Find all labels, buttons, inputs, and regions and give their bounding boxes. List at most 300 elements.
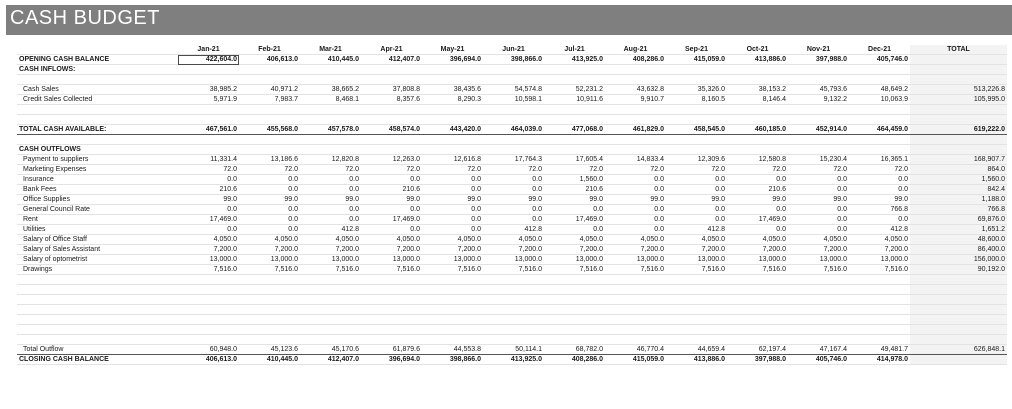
value-cell[interactable]: 5,971.9 bbox=[178, 95, 239, 105]
value-cell[interactable]: 0.0 bbox=[239, 175, 300, 185]
value-cell[interactable]: 458,574.0 bbox=[361, 125, 422, 135]
value-cell[interactable]: 99.0 bbox=[849, 195, 910, 205]
empty-cell[interactable] bbox=[178, 105, 239, 115]
empty-cell[interactable] bbox=[788, 285, 849, 295]
value-cell[interactable]: 7,516.0 bbox=[178, 265, 239, 275]
value-cell[interactable]: 0.0 bbox=[300, 215, 361, 225]
value-cell[interactable]: 62,197.4 bbox=[727, 345, 788, 355]
empty-cell[interactable] bbox=[910, 315, 1007, 325]
value-cell[interactable]: 68,782.0 bbox=[544, 345, 605, 355]
empty-cell[interactable] bbox=[422, 295, 483, 305]
total-cell[interactable]: 86,400.0 bbox=[910, 245, 1007, 255]
empty-cell[interactable] bbox=[666, 295, 727, 305]
empty-cell[interactable] bbox=[361, 75, 422, 85]
value-cell[interactable]: 0.0 bbox=[544, 225, 605, 235]
value-cell[interactable]: 4,050.0 bbox=[422, 235, 483, 245]
value-cell[interactable]: 0.0 bbox=[666, 185, 727, 195]
empty-cell[interactable] bbox=[544, 295, 605, 305]
total-cell[interactable]: 90,192.0 bbox=[910, 265, 1007, 275]
value-cell[interactable]: 766.8 bbox=[849, 205, 910, 215]
empty-cell[interactable] bbox=[361, 335, 422, 345]
value-cell[interactable]: 99.0 bbox=[727, 195, 788, 205]
total-cell[interactable]: 156,000.0 bbox=[910, 255, 1007, 265]
empty-cell[interactable] bbox=[910, 335, 1007, 345]
value-cell[interactable]: 7,516.0 bbox=[239, 265, 300, 275]
value-cell[interactable]: 461,829.0 bbox=[605, 125, 666, 135]
empty-cell[interactable] bbox=[361, 275, 422, 285]
value-cell[interactable]: 0.0 bbox=[178, 175, 239, 185]
value-cell[interactable]: 0.0 bbox=[849, 175, 910, 185]
value-cell[interactable]: 17,764.3 bbox=[483, 155, 544, 165]
empty-cell[interactable] bbox=[849, 305, 910, 315]
empty-cell[interactable] bbox=[239, 295, 300, 305]
empty-cell[interactable] bbox=[727, 135, 788, 145]
value-cell[interactable]: 0.0 bbox=[361, 175, 422, 185]
value-cell[interactable]: 0.0 bbox=[300, 175, 361, 185]
empty-cell[interactable] bbox=[361, 285, 422, 295]
empty-cell[interactable] bbox=[727, 325, 788, 335]
value-cell[interactable]: 452,914.0 bbox=[788, 125, 849, 135]
empty-cell[interactable] bbox=[849, 315, 910, 325]
total-cell[interactable]: 626,848.1 bbox=[910, 345, 1007, 355]
value-cell[interactable]: 17,469.0 bbox=[361, 215, 422, 225]
value-cell[interactable]: 7,516.0 bbox=[544, 265, 605, 275]
value-cell[interactable]: 4,050.0 bbox=[788, 235, 849, 245]
empty-cell[interactable] bbox=[605, 115, 666, 125]
empty-cell[interactable] bbox=[239, 75, 300, 85]
empty-cell[interactable] bbox=[300, 335, 361, 345]
value-cell[interactable]: 455,568.0 bbox=[239, 125, 300, 135]
value-cell[interactable]: 0.0 bbox=[788, 175, 849, 185]
empty-cell[interactable] bbox=[910, 75, 1007, 85]
empty-cell[interactable] bbox=[300, 65, 361, 75]
empty-cell[interactable] bbox=[17, 295, 178, 305]
value-cell[interactable]: 396,694.0 bbox=[422, 55, 483, 65]
empty-cell[interactable] bbox=[239, 325, 300, 335]
value-cell[interactable]: 13,000.0 bbox=[544, 255, 605, 265]
value-cell[interactable]: 14,833.4 bbox=[605, 155, 666, 165]
value-cell[interactable]: 44,553.8 bbox=[422, 345, 483, 355]
empty-cell[interactable] bbox=[239, 105, 300, 115]
value-cell[interactable]: 12,309.6 bbox=[666, 155, 727, 165]
empty-cell[interactable] bbox=[727, 295, 788, 305]
value-cell[interactable]: 412.8 bbox=[666, 225, 727, 235]
empty-cell[interactable] bbox=[666, 285, 727, 295]
value-cell[interactable]: 415,059.0 bbox=[666, 55, 727, 65]
value-cell[interactable]: 13,000.0 bbox=[239, 255, 300, 265]
value-cell[interactable]: 4,050.0 bbox=[483, 235, 544, 245]
value-cell[interactable]: 0.0 bbox=[422, 225, 483, 235]
value-cell[interactable]: 9,132.2 bbox=[788, 95, 849, 105]
empty-cell[interactable] bbox=[910, 285, 1007, 295]
empty-cell[interactable] bbox=[483, 135, 544, 145]
empty-cell[interactable] bbox=[605, 75, 666, 85]
value-cell[interactable]: 4,050.0 bbox=[300, 235, 361, 245]
value-cell[interactable]: 8,357.6 bbox=[361, 95, 422, 105]
empty-cell[interactable] bbox=[361, 105, 422, 115]
empty-cell[interactable] bbox=[178, 75, 239, 85]
value-cell[interactable]: 37,808.8 bbox=[361, 85, 422, 95]
value-cell[interactable]: 48,649.2 bbox=[849, 85, 910, 95]
empty-cell[interactable] bbox=[605, 135, 666, 145]
value-cell[interactable]: 40,971.2 bbox=[239, 85, 300, 95]
empty-cell[interactable] bbox=[483, 285, 544, 295]
value-cell[interactable]: 443,420.0 bbox=[422, 125, 483, 135]
empty-cell[interactable] bbox=[422, 115, 483, 125]
value-cell[interactable]: 10,911.6 bbox=[544, 95, 605, 105]
empty-cell[interactable] bbox=[239, 65, 300, 75]
empty-cell[interactable] bbox=[178, 285, 239, 295]
value-cell[interactable]: 8,160.5 bbox=[666, 95, 727, 105]
value-cell[interactable]: 406,613.0 bbox=[239, 55, 300, 65]
empty-cell[interactable] bbox=[239, 305, 300, 315]
value-cell[interactable]: 43,632.8 bbox=[605, 85, 666, 95]
empty-cell[interactable] bbox=[788, 65, 849, 75]
empty-cell[interactable] bbox=[483, 295, 544, 305]
value-cell[interactable]: 7,516.0 bbox=[788, 265, 849, 275]
value-cell[interactable]: 72.0 bbox=[727, 165, 788, 175]
value-cell[interactable]: 405,746.0 bbox=[849, 55, 910, 65]
empty-cell[interactable] bbox=[422, 135, 483, 145]
empty-cell[interactable] bbox=[666, 135, 727, 145]
value-cell[interactable]: 464,459.0 bbox=[849, 125, 910, 135]
empty-cell[interactable] bbox=[788, 295, 849, 305]
empty-cell[interactable] bbox=[239, 335, 300, 345]
value-cell[interactable]: 4,050.0 bbox=[544, 235, 605, 245]
value-cell[interactable]: 72.0 bbox=[178, 165, 239, 175]
value-cell[interactable]: 10,598.1 bbox=[483, 95, 544, 105]
value-cell[interactable]: 99.0 bbox=[178, 195, 239, 205]
value-cell[interactable]: 408,286.0 bbox=[605, 55, 666, 65]
empty-cell[interactable] bbox=[422, 285, 483, 295]
value-cell[interactable]: 12,263.0 bbox=[361, 155, 422, 165]
empty-cell[interactable] bbox=[361, 305, 422, 315]
empty-cell[interactable] bbox=[666, 105, 727, 115]
value-cell[interactable]: 99.0 bbox=[666, 195, 727, 205]
empty-cell[interactable] bbox=[239, 315, 300, 325]
value-cell[interactable]: 4,050.0 bbox=[666, 235, 727, 245]
empty-cell[interactable] bbox=[239, 135, 300, 145]
empty-cell[interactable] bbox=[17, 335, 178, 345]
empty-cell[interactable] bbox=[544, 115, 605, 125]
empty-cell[interactable] bbox=[544, 275, 605, 285]
value-cell[interactable]: 0.0 bbox=[178, 225, 239, 235]
value-cell[interactable]: 457,578.0 bbox=[300, 125, 361, 135]
value-cell[interactable]: 13,000.0 bbox=[422, 255, 483, 265]
value-cell[interactable]: 13,000.0 bbox=[361, 255, 422, 265]
empty-cell[interactable] bbox=[17, 305, 178, 315]
value-cell[interactable]: 72.0 bbox=[666, 165, 727, 175]
total-cell[interactable]: 864.0 bbox=[910, 165, 1007, 175]
value-cell[interactable]: 13,000.0 bbox=[483, 255, 544, 265]
value-cell[interactable]: 413,925.0 bbox=[544, 55, 605, 65]
empty-cell[interactable] bbox=[17, 105, 178, 115]
value-cell[interactable]: 0.0 bbox=[483, 215, 544, 225]
empty-cell[interactable] bbox=[605, 65, 666, 75]
empty-cell[interactable] bbox=[727, 65, 788, 75]
value-cell[interactable]: 9,910.7 bbox=[605, 95, 666, 105]
value-cell[interactable]: 7,200.0 bbox=[300, 245, 361, 255]
value-cell[interactable]: 7,516.0 bbox=[849, 265, 910, 275]
empty-cell[interactable] bbox=[544, 75, 605, 85]
empty-cell[interactable] bbox=[849, 295, 910, 305]
value-cell[interactable]: 61,879.6 bbox=[361, 345, 422, 355]
value-cell[interactable]: 413,925.0 bbox=[483, 355, 544, 365]
empty-cell[interactable] bbox=[727, 275, 788, 285]
empty-cell[interactable] bbox=[544, 145, 605, 155]
empty-cell[interactable] bbox=[300, 115, 361, 125]
value-cell[interactable]: 13,000.0 bbox=[727, 255, 788, 265]
value-cell[interactable]: 7,200.0 bbox=[422, 245, 483, 255]
empty-cell[interactable] bbox=[483, 75, 544, 85]
total-cell[interactable]: 619,222.0 bbox=[910, 125, 1007, 135]
value-cell[interactable]: 412.8 bbox=[483, 225, 544, 235]
value-cell[interactable]: 10,063.9 bbox=[849, 95, 910, 105]
value-cell[interactable]: 45,123.6 bbox=[239, 345, 300, 355]
empty-cell[interactable] bbox=[483, 335, 544, 345]
empty-cell[interactable] bbox=[483, 65, 544, 75]
value-cell[interactable]: 410,445.0 bbox=[300, 55, 361, 65]
value-cell[interactable]: 13,000.0 bbox=[788, 255, 849, 265]
value-cell[interactable]: 0.0 bbox=[788, 215, 849, 225]
empty-cell[interactable] bbox=[300, 305, 361, 315]
empty-cell[interactable] bbox=[605, 285, 666, 295]
value-cell[interactable]: 405,746.0 bbox=[788, 355, 849, 365]
value-cell[interactable]: 0.0 bbox=[605, 225, 666, 235]
empty-cell[interactable] bbox=[849, 335, 910, 345]
empty-cell[interactable] bbox=[788, 315, 849, 325]
total-cell[interactable]: 513,226.8 bbox=[910, 85, 1007, 95]
empty-cell[interactable] bbox=[605, 275, 666, 285]
empty-cell[interactable] bbox=[361, 295, 422, 305]
value-cell[interactable]: 7,200.0 bbox=[727, 245, 788, 255]
value-cell[interactable]: 16,365.1 bbox=[849, 155, 910, 165]
value-cell[interactable]: 7,200.0 bbox=[666, 245, 727, 255]
value-cell[interactable]: 397,988.0 bbox=[727, 355, 788, 365]
value-cell[interactable]: 35,326.0 bbox=[666, 85, 727, 95]
empty-cell[interactable] bbox=[361, 115, 422, 125]
empty-cell[interactable] bbox=[483, 145, 544, 155]
empty-cell[interactable] bbox=[239, 115, 300, 125]
value-cell[interactable]: 406,613.0 bbox=[178, 355, 239, 365]
value-cell[interactable]: 7,200.0 bbox=[239, 245, 300, 255]
value-cell[interactable]: 4,050.0 bbox=[178, 235, 239, 245]
empty-cell[interactable] bbox=[300, 145, 361, 155]
empty-cell[interactable] bbox=[361, 65, 422, 75]
value-cell[interactable]: 0.0 bbox=[788, 185, 849, 195]
empty-cell[interactable] bbox=[422, 75, 483, 85]
total-cell[interactable] bbox=[910, 55, 1007, 65]
empty-cell[interactable] bbox=[788, 275, 849, 285]
empty-cell[interactable] bbox=[605, 105, 666, 115]
value-cell[interactable]: 45,793.6 bbox=[788, 85, 849, 95]
value-cell[interactable]: 0.0 bbox=[666, 215, 727, 225]
empty-cell[interactable] bbox=[727, 335, 788, 345]
empty-cell[interactable] bbox=[300, 275, 361, 285]
total-cell[interactable]: 105,995.0 bbox=[910, 95, 1007, 105]
empty-cell[interactable] bbox=[849, 275, 910, 285]
value-cell[interactable]: 38,153.2 bbox=[727, 85, 788, 95]
empty-cell[interactable] bbox=[361, 145, 422, 155]
empty-cell[interactable] bbox=[483, 105, 544, 115]
value-cell[interactable]: 0.0 bbox=[849, 215, 910, 225]
value-cell[interactable]: 17,605.4 bbox=[544, 155, 605, 165]
empty-cell[interactable] bbox=[788, 75, 849, 85]
value-cell[interactable]: 17,469.0 bbox=[178, 215, 239, 225]
empty-cell[interactable] bbox=[178, 115, 239, 125]
empty-cell[interactable] bbox=[422, 325, 483, 335]
value-cell[interactable]: 0.0 bbox=[605, 185, 666, 195]
empty-cell[interactable] bbox=[300, 315, 361, 325]
value-cell[interactable]: 72.0 bbox=[605, 165, 666, 175]
value-cell[interactable]: 7,516.0 bbox=[483, 265, 544, 275]
empty-cell[interactable] bbox=[727, 145, 788, 155]
value-cell[interactable]: 4,050.0 bbox=[849, 235, 910, 245]
value-cell[interactable]: 12,616.8 bbox=[422, 155, 483, 165]
empty-cell[interactable] bbox=[788, 145, 849, 155]
value-cell[interactable]: 0.0 bbox=[483, 185, 544, 195]
empty-cell[interactable] bbox=[178, 325, 239, 335]
value-cell[interactable]: 38,435.6 bbox=[422, 85, 483, 95]
value-cell[interactable]: 99.0 bbox=[605, 195, 666, 205]
empty-cell[interactable] bbox=[178, 315, 239, 325]
empty-cell[interactable] bbox=[17, 315, 178, 325]
value-cell[interactable]: 0.0 bbox=[300, 185, 361, 195]
empty-cell[interactable] bbox=[422, 145, 483, 155]
empty-cell[interactable] bbox=[361, 315, 422, 325]
empty-cell[interactable] bbox=[239, 145, 300, 155]
value-cell[interactable]: 12,580.8 bbox=[727, 155, 788, 165]
value-cell[interactable]: 7,516.0 bbox=[666, 265, 727, 275]
empty-cell[interactable] bbox=[666, 305, 727, 315]
value-cell[interactable]: 99.0 bbox=[361, 195, 422, 205]
value-cell[interactable]: 7,200.0 bbox=[788, 245, 849, 255]
empty-cell[interactable] bbox=[544, 105, 605, 115]
value-cell[interactable]: 0.0 bbox=[666, 205, 727, 215]
empty-cell[interactable] bbox=[849, 135, 910, 145]
empty-cell[interactable] bbox=[788, 105, 849, 115]
value-cell[interactable]: 0.0 bbox=[727, 205, 788, 215]
empty-cell[interactable] bbox=[910, 65, 1007, 75]
value-cell[interactable]: 13,000.0 bbox=[178, 255, 239, 265]
value-cell[interactable]: 17,469.0 bbox=[544, 215, 605, 225]
empty-cell[interactable] bbox=[300, 105, 361, 115]
empty-cell[interactable] bbox=[605, 145, 666, 155]
value-cell[interactable]: 0.0 bbox=[361, 225, 422, 235]
value-cell[interactable]: 0.0 bbox=[544, 205, 605, 215]
empty-cell[interactable] bbox=[849, 285, 910, 295]
value-cell[interactable]: 413,886.0 bbox=[727, 55, 788, 65]
value-cell[interactable]: 0.0 bbox=[483, 175, 544, 185]
value-cell[interactable]: 0.0 bbox=[666, 175, 727, 185]
value-cell[interactable]: 7,200.0 bbox=[849, 245, 910, 255]
empty-cell[interactable] bbox=[788, 115, 849, 125]
value-cell[interactable]: 99.0 bbox=[483, 195, 544, 205]
value-cell[interactable]: 412,407.0 bbox=[300, 355, 361, 365]
empty-cell[interactable] bbox=[422, 65, 483, 75]
empty-cell[interactable] bbox=[544, 305, 605, 315]
value-cell[interactable]: 410,445.0 bbox=[239, 355, 300, 365]
value-cell[interactable]: 398,866.0 bbox=[483, 55, 544, 65]
empty-cell[interactable] bbox=[727, 105, 788, 115]
empty-cell[interactable] bbox=[849, 105, 910, 115]
value-cell[interactable]: 0.0 bbox=[239, 215, 300, 225]
value-cell[interactable]: 422,604.0 bbox=[178, 55, 239, 65]
empty-cell[interactable] bbox=[483, 275, 544, 285]
empty-cell[interactable] bbox=[788, 325, 849, 335]
value-cell[interactable]: 0.0 bbox=[483, 205, 544, 215]
empty-cell[interactable] bbox=[178, 145, 239, 155]
empty-cell[interactable] bbox=[178, 335, 239, 345]
empty-cell[interactable] bbox=[910, 145, 1007, 155]
empty-cell[interactable] bbox=[788, 335, 849, 345]
empty-cell[interactable] bbox=[17, 135, 178, 145]
value-cell[interactable]: 458,545.0 bbox=[666, 125, 727, 135]
value-cell[interactable]: 8,468.1 bbox=[300, 95, 361, 105]
total-cell[interactable]: 1,560.0 bbox=[910, 175, 1007, 185]
value-cell[interactable]: 7,200.0 bbox=[544, 245, 605, 255]
empty-cell[interactable] bbox=[483, 305, 544, 315]
value-cell[interactable]: 412.8 bbox=[300, 225, 361, 235]
value-cell[interactable]: 4,050.0 bbox=[605, 235, 666, 245]
value-cell[interactable]: 413,886.0 bbox=[666, 355, 727, 365]
empty-cell[interactable] bbox=[910, 115, 1007, 125]
value-cell[interactable]: 72.0 bbox=[422, 165, 483, 175]
value-cell[interactable]: 396,694.0 bbox=[361, 355, 422, 365]
total-cell[interactable]: 842.4 bbox=[910, 185, 1007, 195]
value-cell[interactable]: 415,059.0 bbox=[605, 355, 666, 365]
total-cell[interactable] bbox=[910, 355, 1007, 365]
value-cell[interactable]: 72.0 bbox=[788, 165, 849, 175]
value-cell[interactable]: 8,146.4 bbox=[727, 95, 788, 105]
value-cell[interactable]: 7,200.0 bbox=[178, 245, 239, 255]
empty-cell[interactable] bbox=[544, 325, 605, 335]
value-cell[interactable]: 4,050.0 bbox=[727, 235, 788, 245]
empty-cell[interactable] bbox=[727, 115, 788, 125]
empty-cell[interactable] bbox=[178, 135, 239, 145]
value-cell[interactable]: 1,560.0 bbox=[544, 175, 605, 185]
value-cell[interactable]: 0.0 bbox=[239, 225, 300, 235]
value-cell[interactable]: 72.0 bbox=[544, 165, 605, 175]
empty-cell[interactable] bbox=[17, 285, 178, 295]
empty-cell[interactable] bbox=[422, 315, 483, 325]
value-cell[interactable]: 0.0 bbox=[239, 185, 300, 195]
value-cell[interactable]: 13,000.0 bbox=[605, 255, 666, 265]
value-cell[interactable]: 467,561.0 bbox=[178, 125, 239, 135]
empty-cell[interactable] bbox=[17, 115, 178, 125]
empty-cell[interactable] bbox=[300, 295, 361, 305]
total-cell[interactable]: 1,188.0 bbox=[910, 195, 1007, 205]
value-cell[interactable]: 99.0 bbox=[788, 195, 849, 205]
empty-cell[interactable] bbox=[483, 315, 544, 325]
value-cell[interactable]: 7,516.0 bbox=[300, 265, 361, 275]
empty-cell[interactable] bbox=[422, 335, 483, 345]
value-cell[interactable]: 11,331.4 bbox=[178, 155, 239, 165]
empty-cell[interactable] bbox=[666, 335, 727, 345]
empty-cell[interactable] bbox=[910, 105, 1007, 115]
value-cell[interactable]: 0.0 bbox=[788, 205, 849, 215]
empty-cell[interactable] bbox=[544, 285, 605, 295]
empty-cell[interactable] bbox=[422, 305, 483, 315]
value-cell[interactable]: 99.0 bbox=[239, 195, 300, 205]
empty-cell[interactable] bbox=[483, 325, 544, 335]
value-cell[interactable]: 0.0 bbox=[422, 205, 483, 215]
empty-cell[interactable] bbox=[788, 135, 849, 145]
value-cell[interactable]: 50,114.1 bbox=[483, 345, 544, 355]
total-cell[interactable]: 1,651.2 bbox=[910, 225, 1007, 235]
value-cell[interactable]: 13,000.0 bbox=[849, 255, 910, 265]
value-cell[interactable]: 7,200.0 bbox=[483, 245, 544, 255]
